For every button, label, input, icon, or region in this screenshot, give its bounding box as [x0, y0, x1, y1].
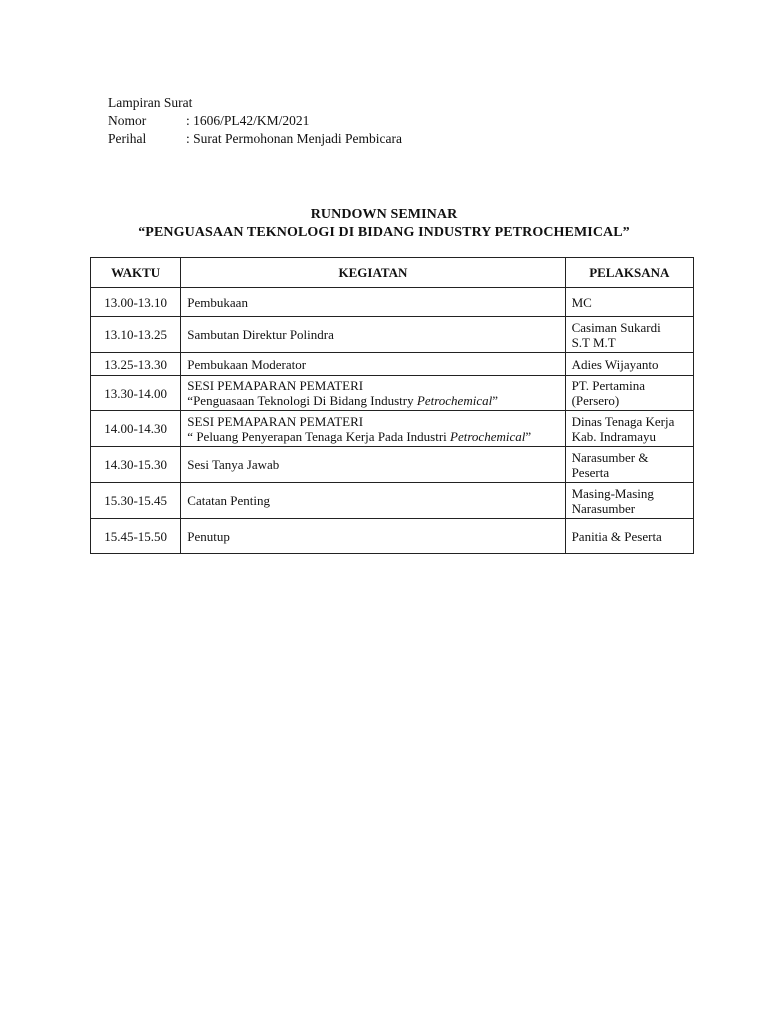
executor-line: Dinas Tenaga Kerja	[571, 413, 675, 429]
lampiran-text: Lampiran Surat	[108, 95, 193, 110]
time-cell: 13.30-14.00	[91, 376, 181, 411]
activity-cell: Sesi Tanya Jawab	[181, 447, 565, 483]
executor-line: MC	[571, 294, 592, 310]
executor-line: Adies Wijayanto	[571, 356, 659, 372]
executor-line: Casiman Sukardi	[571, 319, 661, 335]
activity-line	[187, 429, 558, 444]
time-cell: 15.30-15.45	[91, 483, 181, 519]
document-subtitle: “PENGUASAAN TEKNOLOGI DI BIDANG INDUSTRY PETROCHEMICAL”	[138, 225, 630, 240]
activity-cell: Sambutan Direktur Polindra	[181, 317, 565, 353]
activity-italic: Petrochemical	[416, 393, 493, 408]
executor-cell	[565, 447, 693, 483]
time-cell: 13.00-13.10	[91, 288, 181, 317]
activity-cell	[181, 411, 565, 447]
executor-line: (Persero)	[571, 393, 620, 408]
executor-line: S.T M.T	[571, 334, 616, 350]
executor-cell	[565, 353, 693, 376]
time-cell: 14.00-14.30	[91, 411, 181, 447]
executor-cell	[565, 483, 693, 519]
executor-cell	[565, 411, 693, 447]
table-row	[91, 376, 694, 411]
table-row	[91, 353, 694, 376]
executor-cell	[565, 288, 693, 317]
perihal-value: : Surat Permohonan Menjadi Pembicara	[186, 131, 402, 146]
nomor-line	[108, 112, 402, 130]
executor-line: Narasumber	[571, 500, 636, 516]
activity-quote: ”	[525, 428, 532, 444]
header-pelaksana: PELAKSANA	[565, 258, 693, 288]
lampiran-line	[108, 94, 402, 112]
rundown-table	[90, 257, 694, 554]
table-row	[91, 288, 694, 317]
activity-line: SESI PEMAPARAN PEMATERI	[187, 413, 364, 429]
activity-cell: Pembukaan Moderator	[181, 353, 565, 376]
activity-cell: Pembukaan	[181, 288, 565, 317]
letter-header	[108, 94, 402, 148]
time-cell: 14.30-15.30	[91, 447, 181, 483]
executor-line: Panitia & Peserta	[571, 528, 662, 544]
activity-text: “ Peluang Penyerapan Tenaga Kerja Pada Industri	[187, 428, 451, 444]
table-row	[91, 317, 694, 353]
time-cell: 13.25-13.30	[91, 353, 181, 376]
table-row	[91, 447, 694, 483]
header-waktu: WAKTU	[91, 258, 181, 288]
activity-quote: ”	[492, 393, 498, 408]
activity-cell	[181, 376, 565, 411]
executor-cell	[565, 376, 693, 411]
activity-cell: Catatan Penting	[181, 483, 565, 519]
activity-italic: Petrochemical	[450, 428, 526, 444]
executor-line: Peserta	[571, 464, 610, 480]
executor-line: Masing-Masing	[571, 485, 654, 501]
nomor-value: : 1606/PL42/KM/2021	[186, 113, 310, 128]
activity-line: SESI PEMAPARAN PEMATERI	[187, 378, 364, 393]
executor-cell	[565, 519, 693, 554]
perihal-line	[108, 130, 402, 148]
time-cell: 15.45-15.50	[91, 519, 181, 554]
time-cell: 13.10-13.25	[91, 317, 181, 353]
nomor-label: Nomor	[108, 113, 147, 128]
activity-cell: Penutup	[181, 519, 565, 554]
executor-line: Kab. Indramayu	[571, 428, 657, 444]
document-title: RUNDOWN SEMINAR	[310, 207, 458, 222]
activity-line	[187, 393, 558, 408]
table-row	[91, 519, 694, 554]
table-header-row	[91, 258, 694, 288]
table-row	[91, 411, 694, 447]
executor-line: Narasumber &	[571, 449, 649, 465]
executor-line: PT. Pertamina	[571, 378, 645, 393]
header-kegiatan: KEGIATAN	[181, 258, 565, 288]
perihal-label: Perihal	[108, 131, 147, 146]
activity-text: “Penguasaan Teknologi Di Bidang Industry	[187, 393, 417, 408]
executor-cell	[565, 317, 693, 353]
table-row	[91, 483, 694, 519]
